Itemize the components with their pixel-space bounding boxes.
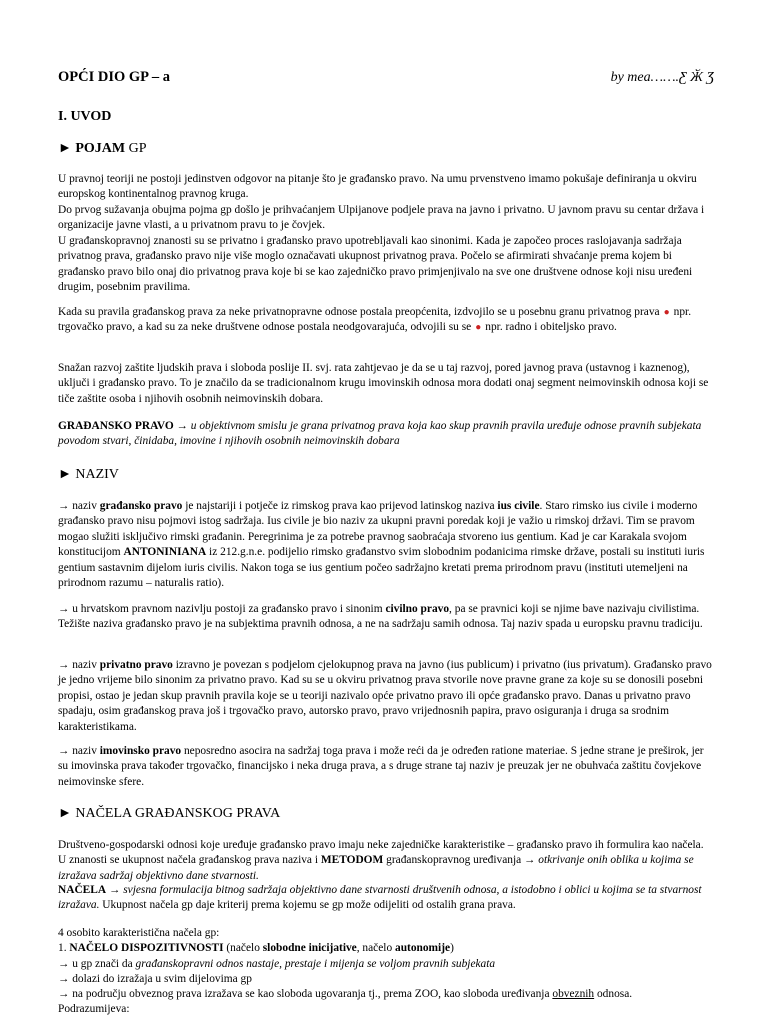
arrow-icon: ► bbox=[58, 141, 72, 156]
text: Ukupnost načela gp daje kriterij prema kojemu se gp može odijeliti od ostalih grana prava. bbox=[99, 899, 516, 912]
text: → na području obveznog prava izražava se kao sloboda ugovaranja tj., prema ZOO, kao sloboda uređivanja bbox=[58, 988, 553, 1000]
arrow-icon: ► bbox=[58, 467, 72, 482]
p4-part-b: npr. trgovačko pravo, a kad su za neke društvene odnose postala neodgovarajuća, odvojili su se bbox=[58, 306, 692, 334]
naziv-item-1 bbox=[58, 499, 714, 591]
text: → u gp znači da bbox=[58, 958, 136, 970]
text: iz 212.g.n.e. podijelio rimsko građanstvo svim slobodnim podanicima rimske države, postali su instituti iuris gentium sastavnim dijelom iuris civilis. Nakon toga se ius gentium počeo sadržajno kretati prema prirodnom pravu (instituti utemeljeni na prirodnom razumu – naturalis ratio). bbox=[58, 546, 705, 590]
section-heading-nacela bbox=[58, 806, 280, 821]
heading-text: NAZIV bbox=[71, 467, 119, 482]
text: odnosa. bbox=[594, 988, 633, 1000]
pojam-paragraph-3: U građanskopravnoj znanosti su se privatno i građansko pravo upotrebljavali kao sinonimi. Kada je započeo proces raslojavanja sadržaja privatnog prava, građansko pravo nije više moglo označavati ukupnost privatnog prava. Počelo se afirmirati shvaćanje prema kojem bi građansko pravo bilo onaj dio privatnog prava koje bi se kao zajedničko pravo primjenjivalo na sve one društvene odnose koji nisu uređeni drugim, posebnim pravilima. bbox=[58, 235, 693, 294]
nacela-intro bbox=[58, 838, 714, 884]
text: Društveno-gospodarski odnosi koje uređuje građansko pravo imaju neke zajedničke karakteristike – građansko pravo ih formulira kao načela. U znanosti se ukupnost načela građanskog prava naziva i bbox=[58, 839, 704, 867]
text: → naziv bbox=[58, 659, 100, 671]
text: izravno je povezan s podjelom cjelokupnog prava na javno (ius publicum) i privatno (ius privatum). Građansko pravo je jedno vrijeme bilo sinonim za privatno pravo. Kad su se u okviru privatnog prava stvorile nove pravne grane za koje su se donosili posebni propisi, ostao je jedan skup pravnih pravila koje se u teoriji nazivalo opće privatno pravo ili opće građansko pravo. Danas u privatno pravo spadaju, osim građanskog prava još i trgovačko pravo, autorsko pravo, pravo vrijednosnih papira, pravo osiguranja i druga sa srodnim karakteristikama. bbox=[58, 659, 712, 733]
italic-text: svjesna formulacija bitnog sadržaja objektivno dane stvarnosti društvenih odnosa, a istodobno i oblici u kojima se ta stvarnost izražava. bbox=[58, 884, 702, 912]
p4-part-a: Kada su pravila građanskog prava za neke privatnopravne odnose postala preopćenita, izdvojilo se u posebnu granu privatnog prava bbox=[58, 306, 660, 318]
text: 1. bbox=[58, 942, 70, 954]
document-title: OPĆI DIO GP – a bbox=[58, 69, 170, 85]
term: NAČELO DISPOZITIVNOSTI bbox=[69, 942, 224, 954]
text: , pa se pravnici koji se njime bave nazivaju civilistima. Težište naziva građansko pravo je na subjektima pravnih odnosa, a ne na sadržaju samih odnosa. Taj naziv spada u europsku pravnu tradiciju. bbox=[58, 603, 703, 631]
arrow-icon: ► bbox=[58, 806, 72, 821]
underlined-text: obveznih bbox=[552, 988, 595, 1000]
dispozitivnost-point-2: → dolazi do izražaja u svim dijelovima gp bbox=[58, 973, 252, 985]
heading-text: NAČELA GRAĐANSKOG PRAVA bbox=[71, 806, 281, 821]
text: ) bbox=[450, 942, 454, 954]
term: imovinsko pravo bbox=[99, 745, 182, 757]
text: , načelo bbox=[356, 942, 395, 954]
italic-text: građanskopravni odnos nastaje, prestaje i mijenja se voljom pravnih subjekata bbox=[135, 958, 496, 970]
text: → bbox=[106, 884, 124, 896]
heading-bold: POJAM bbox=[75, 141, 126, 156]
term: ius civile bbox=[497, 500, 540, 512]
naziv-item-3 bbox=[58, 658, 714, 735]
term: METODOM bbox=[320, 854, 384, 867]
pojam-paragraph-4 bbox=[58, 305, 714, 336]
term: privatno pravo bbox=[99, 659, 173, 671]
italic-text: otkrivanje onih oblika u kojima se izražava sadržaj objektivno dane stvarnosti. bbox=[58, 854, 694, 882]
text: neposredno asocira na sadržaj toga prava i može reći da je određen ratione materiae. S jedne strane je preširok, jer su imovinska prava također trgovačko, financijsko i neka druga prava, a s druge strane taj naziv je preuzak jer ne obuhvaća zaštitu čovjekove neimovinske sfere. bbox=[58, 745, 704, 788]
bullet-dot-icon: ● bbox=[663, 307, 670, 318]
term: ANTONINIANA bbox=[123, 546, 207, 559]
nacela-count: 4 osobito karakteristična načela gp: bbox=[58, 927, 220, 939]
byline-dots: ……. bbox=[650, 70, 680, 85]
text: → naziv bbox=[58, 745, 100, 757]
section-heading-pojam bbox=[58, 141, 147, 156]
term: autonomije bbox=[395, 942, 451, 954]
text: → naziv bbox=[58, 500, 100, 512]
heading-rest: GP bbox=[125, 141, 147, 156]
term: slobodne inicijative bbox=[262, 942, 357, 954]
pojam-paragraph-5: Snažan razvoj zaštite ljudskih prava i sloboda poslije II. svj. rata zahtjevao je da se u taj razvoj, pored javnog prava (ustavnog i kaznenog), uključi i građansko pravo. To je značilo da se tradicionalnom krugu imovinskih odnosa mora dodati onaj segment neimovinskih odnosa koji se tiče zaštite osoba i njihovih osobnih neimovinskih dobara. bbox=[58, 362, 709, 405]
naziv-item-2 bbox=[58, 602, 714, 633]
byline-signature: Ƹ Ӂ Ʒ bbox=[679, 70, 714, 85]
definition-term: GRAĐANSKO PRAVO bbox=[58, 420, 174, 432]
dispozitivnost-point-1 bbox=[58, 957, 714, 972]
dispozitivnost-point-3 bbox=[58, 987, 714, 1002]
text: . Staro rimsko ius civile i moderno građansko pravo nisu pojmovi istog sadržaja. Ius civile je bio naziv za ukupni pravni poredak koji je važio u rimskoj državi. Tim se pravom mogao služiti isključivo rimski građanin. Peregrinima je za potrebe pravnog saobraćaja stvoreno ius gentium. Kad je car Karakala svojom konstitucijom bbox=[58, 500, 698, 559]
podrazumijeva-label: Podrazumijeva: bbox=[58, 1003, 130, 1015]
nacela-definition bbox=[58, 883, 714, 914]
pojam-paragraph-1: U pravnoj teoriji ne postoji jedinstven odgovor na pitanje što je građansko pravo. Na umu prvenstveno imamo pokušaje definiranja u okviru europskog kontinentalnog pravnog kruga. bbox=[58, 173, 697, 201]
author-byline bbox=[611, 70, 714, 85]
definition-text: u objektivnom smislu je grana privatnog prava koja kao skup pravnih pravila uređuje odnose pravnih subjekata povodom stvari, činidaba, imovine i njihovih osobnih neimovinskih dobara bbox=[58, 420, 702, 448]
term: NAČELA bbox=[58, 884, 107, 896]
section-heading-naziv bbox=[58, 467, 119, 482]
term: građansko pravo bbox=[99, 500, 183, 512]
text: građanskopravnog uređivanja → bbox=[383, 854, 539, 867]
bullet-dot-icon: ● bbox=[475, 322, 482, 334]
text: je najstariji i potječe iz rimskog prava kao prijevod latinskog naziva bbox=[182, 500, 498, 512]
gp-definition bbox=[58, 419, 714, 450]
byline-prefix: by mea bbox=[610, 70, 651, 85]
page-header bbox=[58, 70, 714, 90]
naziv-item-4 bbox=[58, 744, 714, 790]
nacelo-dispozitivnosti bbox=[58, 941, 714, 956]
pojam-paragraph-2: Do prvog sužavanja obujma pojma gp došlo je prihvaćanjem Ulpijanove podjele prava na javno i privatno. U javnom pravu su centar država i organizacije javne vlasti, a u privatnom pravu to je čovjek. bbox=[58, 204, 705, 232]
p4-part-c: npr. radno i obiteljsko pravo. bbox=[485, 321, 617, 334]
text: (načelo bbox=[223, 942, 263, 954]
section-heading-uvod: I. UVOD bbox=[58, 109, 112, 124]
text: → u hrvatskom pravnom nazivlju postoji za građansko pravo i sinonim bbox=[58, 603, 386, 615]
definition-arrow: → bbox=[173, 420, 191, 432]
term: civilno pravo bbox=[385, 603, 450, 615]
